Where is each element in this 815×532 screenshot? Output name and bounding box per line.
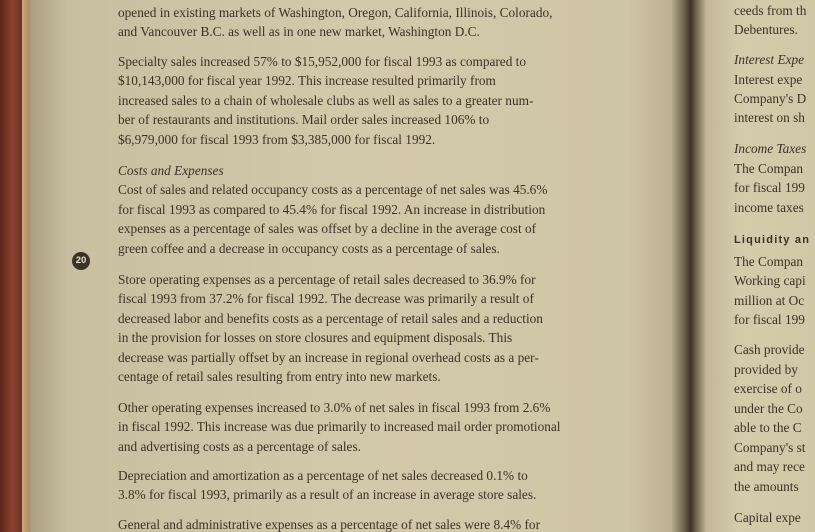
text-line: The Compan <box>734 161 804 176</box>
text-line: Cost of sales and related occupancy costs as a percentage of net sales was 45.6% <box>118 182 548 198</box>
text-line: Capital expe <box>734 510 801 525</box>
text-line: opened in existing markets of Washington, Oregon, California, Illinois, Colorado, <box>118 5 553 20</box>
text-line: income taxes <box>734 200 804 215</box>
text-line: the amounts <box>734 479 799 494</box>
text-line: 3.8% for fiscal 1993, primarily as a result of an increase in average store sales. <box>118 487 537 503</box>
text-line: and may rece <box>734 459 805 474</box>
text-line: exercise of o <box>734 381 802 396</box>
section-heading: Interest Expe <box>734 52 805 67</box>
text-line: increased sales to a chain of wholesale clubs as well as sales to a greater num- <box>118 92 534 108</box>
text-line: provided by <box>734 362 798 377</box>
book-cover-spine <box>0 0 22 532</box>
text-line: The Compan <box>734 254 804 269</box>
section-heading: Income Taxes <box>734 141 807 156</box>
section-heading: Liquidity an <box>734 234 811 246</box>
text-line: Debentures. <box>734 22 798 37</box>
book-cover-edge <box>22 0 30 532</box>
text-line: Company's st <box>734 440 806 455</box>
text-line: Depreciation and amortization as a percentage of net sales decreased 0.1% to <box>118 468 528 483</box>
section-heading: Costs and Expenses <box>118 163 224 178</box>
text-line: under the Co <box>734 401 803 416</box>
text-line: for fiscal 199 <box>734 312 805 327</box>
text-line: Company's D <box>734 91 807 106</box>
right-page <box>706 0 815 532</box>
text-line: fiscal 1993 from 37.2% for fiscal 1992. The decrease was primarily a result of <box>118 291 534 307</box>
text-line: centage of retail sales resulting from entry into new markets. <box>118 368 441 384</box>
text-line: in the provision for losses on store closures and equipment disposals. This <box>118 330 513 346</box>
book-gutter <box>672 0 706 532</box>
section-costs-and-expenses <box>118 161 658 258</box>
text-line: and advertising costs as a percentage of sales. <box>118 438 361 454</box>
text-line: ceeds from th <box>734 3 807 18</box>
text-line: for fiscal 1993 as compared to 45.4% for fiscal 1992. An increase in distribution <box>118 201 546 217</box>
text-line: expenses as a percentage of sales was offset by a decline in the average cost of <box>118 221 537 237</box>
text-line: Other operating expenses increased to 3.0% of net sales in fiscal 1993 from 2.6% <box>118 400 551 415</box>
paragraph <box>118 466 658 505</box>
paragraph <box>118 398 658 456</box>
paragraph <box>118 52 658 149</box>
text-line: million at Oc <box>734 293 805 308</box>
text-line: Specialty sales increased 57% to $15,952,000 for fiscal 1993 as compared to <box>118 54 527 69</box>
text-line: Store operating expenses as a percentage of retail sales decreased to 36.9% for <box>118 272 536 287</box>
text-line: in fiscal 1992. This increase was due primarily to increased mail order promotional <box>118 419 561 435</box>
text-line: General and administrative expenses as a percentage of net sales were 8.4% for <box>118 517 540 532</box>
page-number-badge: 20 <box>72 252 90 270</box>
paragraph <box>118 270 658 386</box>
text-line: Working capi <box>734 273 806 288</box>
text-line: for fiscal 199 <box>734 180 805 195</box>
text-line: Interest expe <box>734 72 803 87</box>
paragraph <box>118 515 658 532</box>
text-line: $6,979,000 for fiscal 1993 from $3,385,000 for fiscal 1992. <box>118 131 436 147</box>
text-line: interest on sh <box>734 110 805 125</box>
text-line: decreased labor and benefits costs as a percentage of retail sales and a reduction <box>118 310 543 326</box>
text-line: and Vancouver B.C. as well as in one new market, Washington D.C. <box>118 24 480 40</box>
text-line: ber of restaurants and institutions. Mail order sales increased 106% to <box>118 112 490 128</box>
text-line: able to the C <box>734 420 802 435</box>
left-page <box>30 0 680 532</box>
text-line: $10,143,000 for fiscal year 1992. This increase resulted primarily from <box>118 73 496 89</box>
text-line: Cash provide <box>734 342 805 357</box>
paragraph <box>118 3 658 42</box>
text-line: green coffee and a decrease in occupancy costs as a percentage of sales. <box>118 240 500 256</box>
text-line: decrease was partially offset by an increase in regional overhead costs as a per- <box>118 349 539 365</box>
